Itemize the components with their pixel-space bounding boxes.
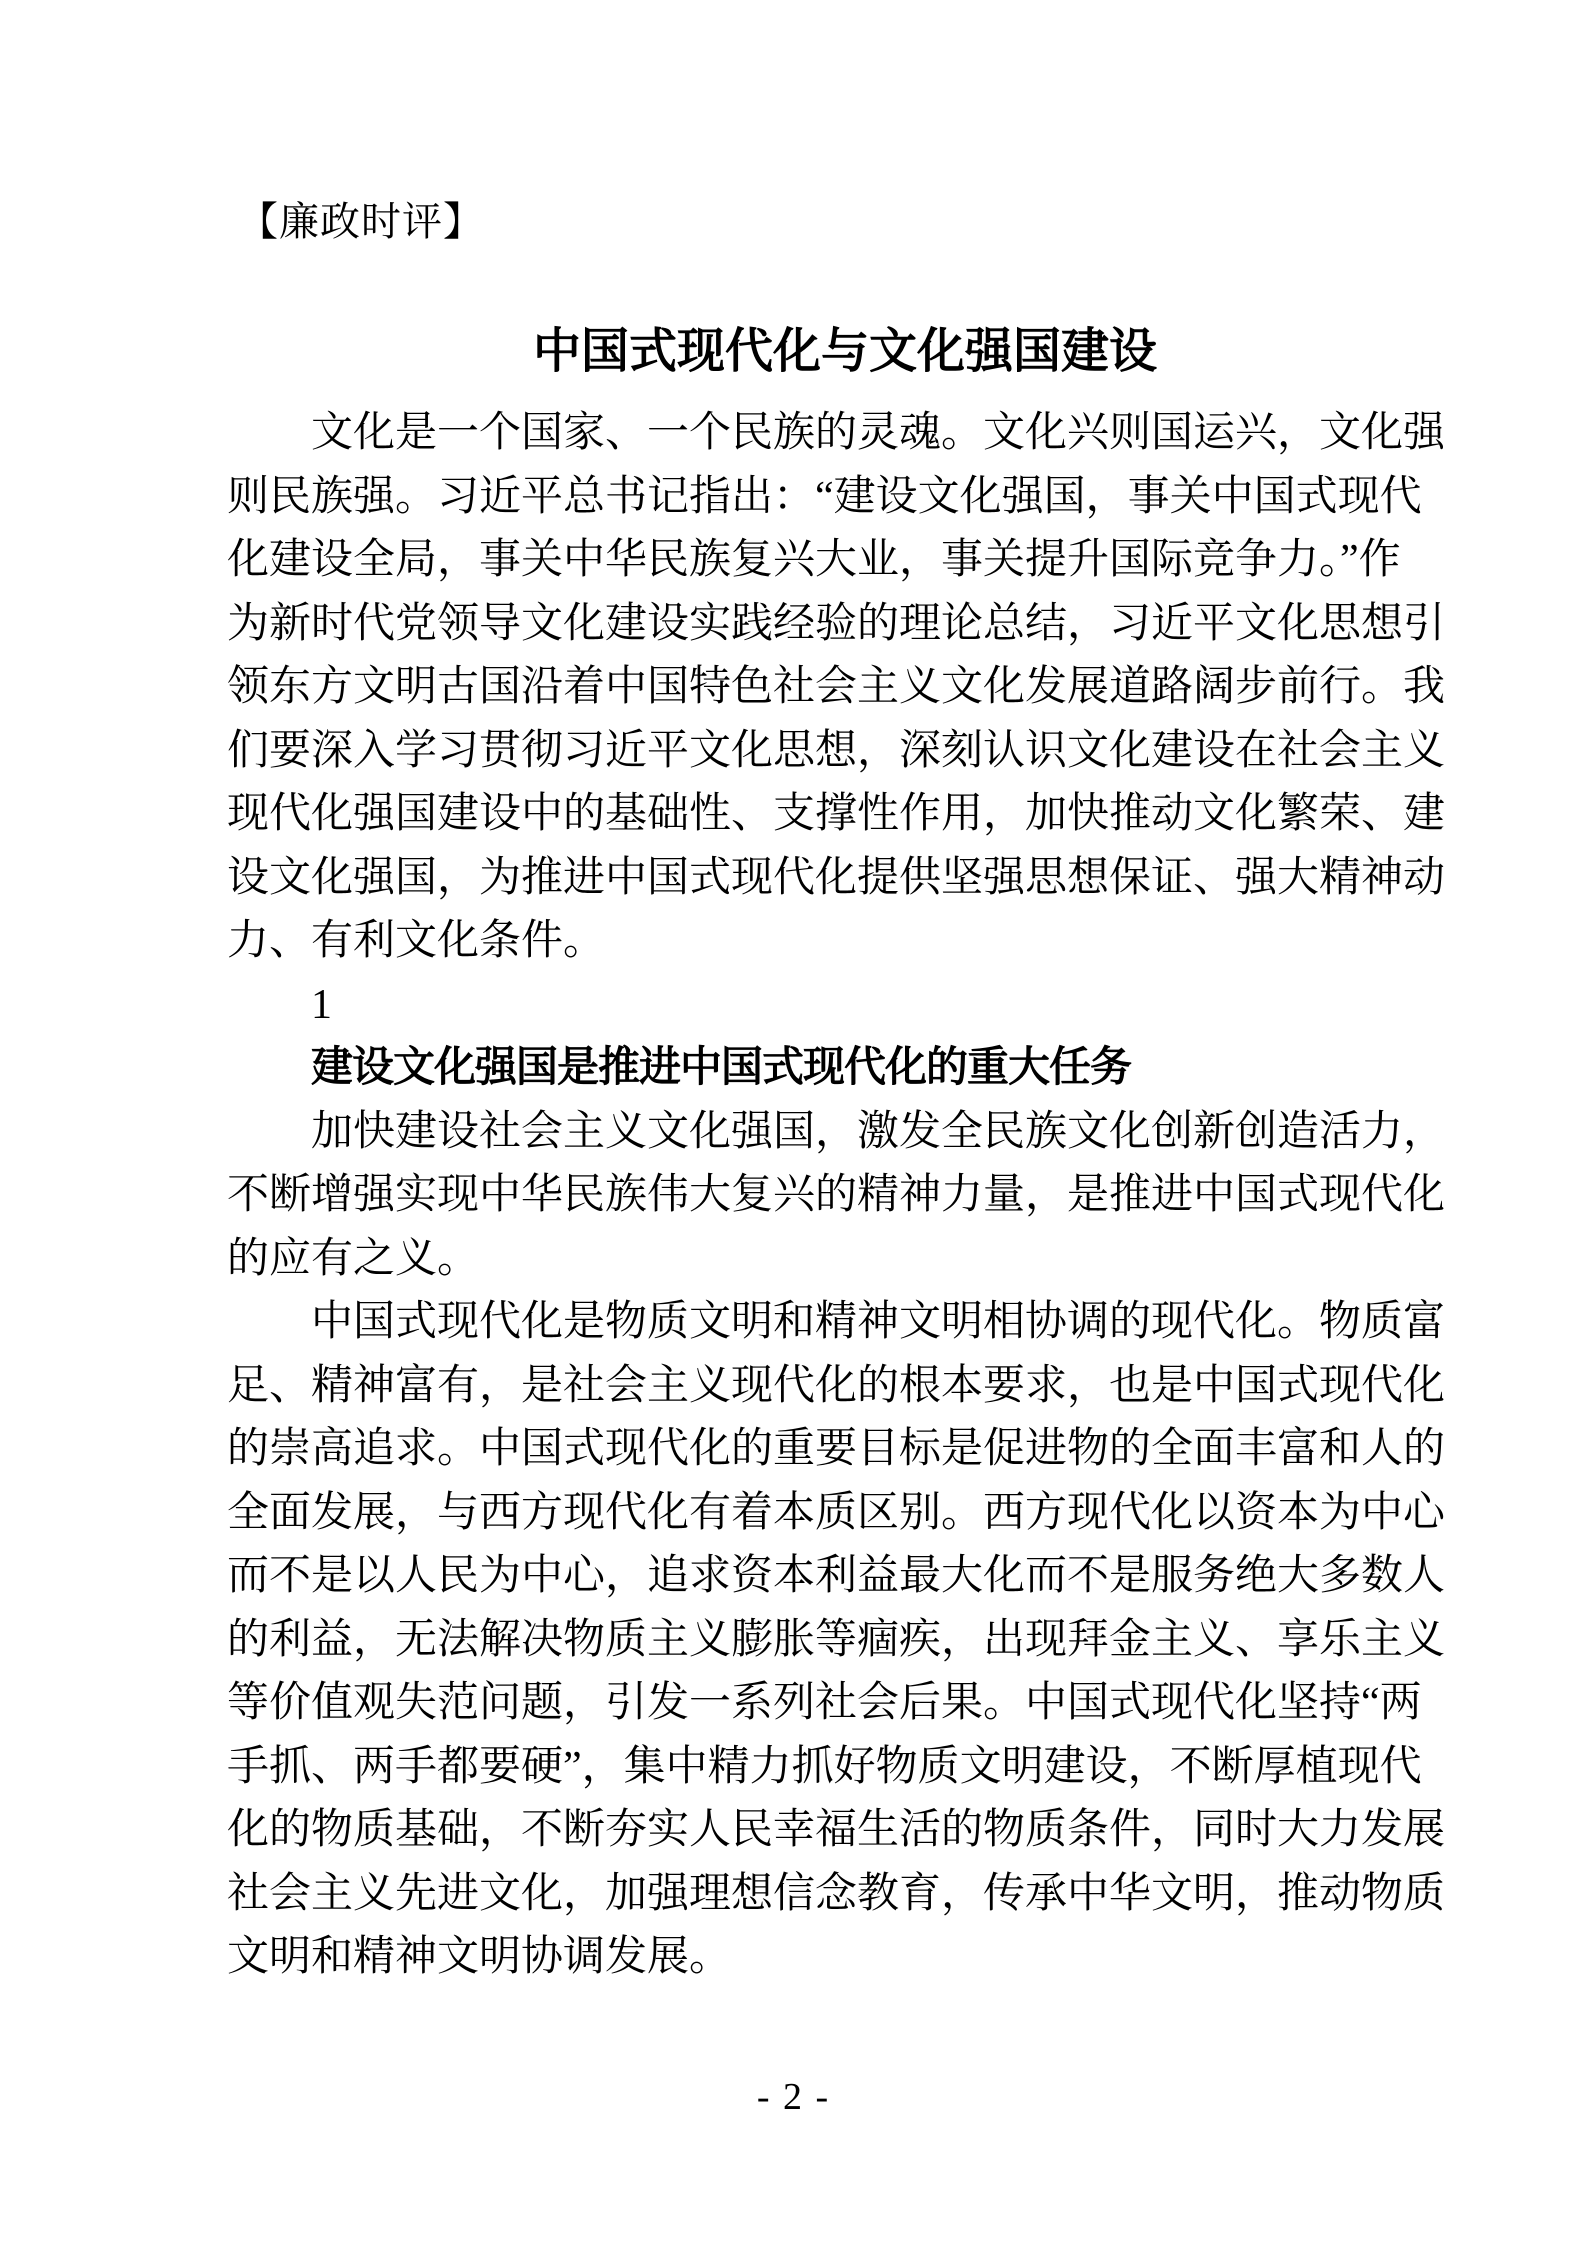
paragraph-line: 化建设全局，事关中华民族复兴大业，事关提升国际竞争力。”作 — [227, 537, 1401, 583]
section-heading: 建设文化强国是推进中国式现代化的重大任务 — [311, 1045, 1132, 1091]
paragraph-line: 文化是一个国家、一个民族的灵魂。文化兴则国运兴，文化强 — [311, 410, 1446, 456]
paragraph-line: 领东方文明古国沿着中国特色社会主义文化发展道路阔步前行。我 — [227, 664, 1446, 710]
paragraph-line: 的应有之义。 — [227, 1235, 480, 1282]
category-label: 【廉政时评】 — [238, 199, 484, 244]
section-number: 1 — [311, 981, 332, 1028]
paragraph-line: 足、精神富有，是社会主义现代化的根本要求，也是中国式现代化 — [227, 1362, 1446, 1409]
paragraph-line: 文明和精神文明协调发展。 — [227, 1934, 732, 1980]
paragraph-line: 中国式现代化是物质文明和精神文明相协调的现代化。物质富 — [311, 1299, 1446, 1345]
paragraph-line: 加快建设社会主义文化强国，激发全民族文化创新创造活力， — [311, 1108, 1446, 1155]
paragraph-line: 手抓、两手都要硬”，集中精力抓好物质文明建设，不断厚植现代 — [227, 1743, 1422, 1790]
paragraph-line: 不断增强实现中华民族伟大复兴的精神力量，是推进中国式现代化 — [227, 1172, 1446, 1218]
paragraph-line: 设文化强国，为推进中国式现代化提供坚强思想保证、强大精神动 — [227, 854, 1446, 901]
paragraph-line: 则民族强。习近平总书记指出：“建设文化强国，事关中国式现代 — [227, 473, 1422, 520]
paragraph-line: 全面发展，与西方现代化有着本质区别。西方现代化以资本为中心 — [227, 1489, 1446, 1536]
paragraph-line: 的崇高追求。中国式现代化的重要目标是促进物的全面丰富和人的 — [227, 1426, 1446, 1472]
paragraph-line: 社会主义先进文化，加强理想信念教育，传承中华文明，推动物质 — [227, 1870, 1446, 1917]
paragraph-line: 而不是以人民为中心，追求资本利益最大化而不是服务绝大多数人 — [227, 1553, 1446, 1599]
page-number: - 2 - — [756, 2076, 831, 2118]
paragraph-line: 为新时代党领导文化建设实践经验的理论总结，习近平文化思想引 — [227, 600, 1446, 647]
paragraph-line: 力、有利文化条件。 — [227, 918, 606, 964]
paragraph-line: 等价值观失范问题，引发一系列社会后果。中国式现代化坚持“两 — [227, 1680, 1422, 1726]
paragraph-line: 们要深入学习贯彻习近平文化思想，深刻认识文化建设在社会主义 — [227, 727, 1446, 774]
paragraph-line: 的利益，无法解决物质主义膨胀等痼疾，出现拜金主义、享乐主义 — [227, 1616, 1446, 1663]
paragraph-line: 化的物质基础，不断夯实人民幸福生活的物质条件，同时大力发展 — [227, 1807, 1446, 1853]
paragraph-line: 现代化强国建设中的基础性、支撑性作用，加快推动文化繁荣、建 — [227, 791, 1446, 837]
document-title: 中国式现代化与文化强国建设 — [533, 325, 1158, 378]
document-body — [227, 402, 1446, 1990]
